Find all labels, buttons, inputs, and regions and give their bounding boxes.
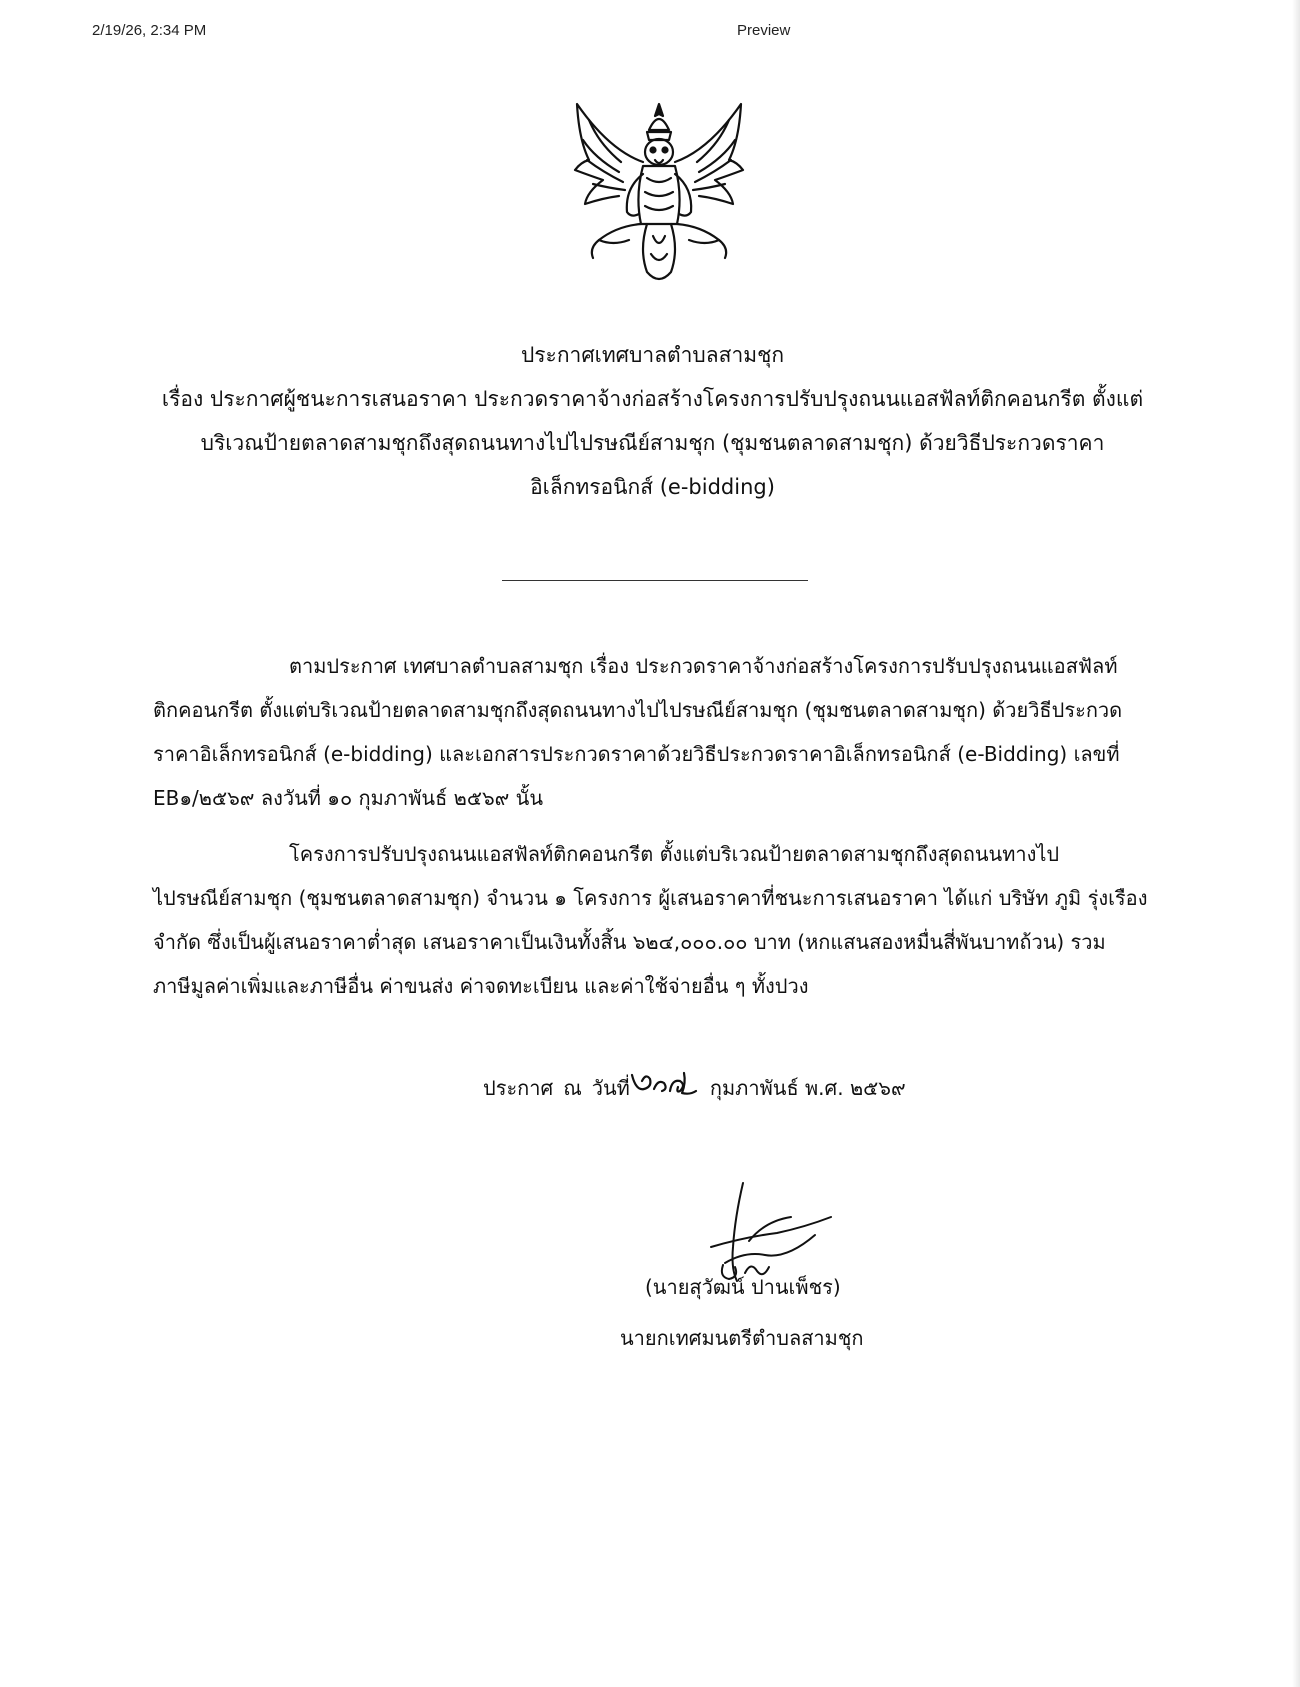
paragraph-line: จำกัด ซึ่งเป็นผู้เสนอราคาต่ำสุด เสนอราคาเป็นเงินทั้งสิ้น ๖๒๔,๐๐๐.๐๐ บาท (หกแสนสองหมื่นสี่พันบาทถ้วน) รวม — [153, 930, 1106, 954]
paragraph-line: ราคาอิเล็กทรอนิกส์ (e-bidding) และเอกสารประกวดราคาด้วยวิธีประกวดราคาอิเล็กทรอนิกส์ (e-Bidding) เลขที่ — [153, 742, 1120, 766]
paragraph-line: ตามประกาศ เทศบาลตำบลสามชุก เรื่อง ประกวดราคาจ้างก่อสร้างโครงการปรับปรุงถนนแอสฟัลท์ — [289, 654, 1118, 678]
body-paragraph-2 — [153, 832, 1168, 1008]
garuda-emblem-icon — [568, 100, 750, 290]
paragraph-line: EB๑/๒๕๖๙ ลงวันที่ ๑๐ กุมภาพันธ์ ๒๕๖๙ นั้น — [153, 786, 544, 810]
paragraph-line: ติกคอนกรีต ตั้งแต่บริเวณป้ายตลาดสามชุกถึงสุดถนนทางไปไปรษณีย์สามชุก (ชุมชนตลาดสามชุก) ด้วยวิธีประกวด — [153, 698, 1123, 722]
title-line-2: เรื่อง ประกาศผู้ชนะการเสนอราคา ประกวดราคาจ้างก่อสร้างโครงการปรับปรุงถนนแอสฟัลท์ติกคอนกรีต ตั้งแต่ — [161, 387, 1144, 411]
signer-name: (นายสุวัฒน์ ปานเพ็ชร) — [645, 1275, 841, 1299]
handwritten-day-icon — [630, 1069, 700, 1099]
body-paragraph-1 — [153, 644, 1168, 820]
announcement-date — [483, 1068, 906, 1108]
paragraph-line: ไปรษณีย์สามชุก (ชุมชนตลาดสามชุก) จำนวน ๑ โครงการ ผู้เสนอราคาที่ชนะการเสนอราคา ได้แก่ บริษัท ภูมิ รุ่งเรือง — [153, 886, 1148, 910]
title-line-1: ประกาศเทศบาลตำบลสามชุก — [520, 343, 785, 367]
page-edge-shadow — [1292, 0, 1300, 1687]
date-day-label: วันที่ — [591, 1076, 630, 1100]
paragraph-line: โครงการปรับปรุงถนนแอสฟัลท์ติกคอนกรีต ตั้งแต่บริเวณป้ายตลาดสามชุกถึงสุดถนนทางไป — [289, 842, 1060, 866]
title-line-4: อิเล็กทรอนิกส์ (e-bidding) — [530, 475, 775, 499]
signer-position: นายกเทศมนตรีตำบลสามชุก — [620, 1326, 864, 1350]
date-prefix: ประกาศ — [483, 1076, 554, 1100]
date-na: ณ — [563, 1076, 582, 1100]
document-title — [120, 333, 1185, 509]
print-header-label: Preview — [737, 22, 791, 39]
paragraph-line: ภาษีมูลค่าเพิ่มและภาษีอื่น ค่าขนส่ง ค่าจดทะเบียน และค่าใช้จ่ายอื่น ๆ ทั้งปวง — [153, 974, 809, 998]
print-datetime: 2/19/26, 2:34 PM — [92, 22, 207, 39]
title-line-3: บริเวณป้ายตลาดสามชุกถึงสุดถนนทางไปไปรษณีย์สามชุก (ชุมชนตลาดสามชุก) ด้วยวิธีประกวดราคา — [200, 431, 1105, 455]
date-month-year: กุมภาพันธ์ พ.ศ. ๒๕๖๙ — [709, 1076, 906, 1100]
title-divider — [502, 580, 808, 581]
